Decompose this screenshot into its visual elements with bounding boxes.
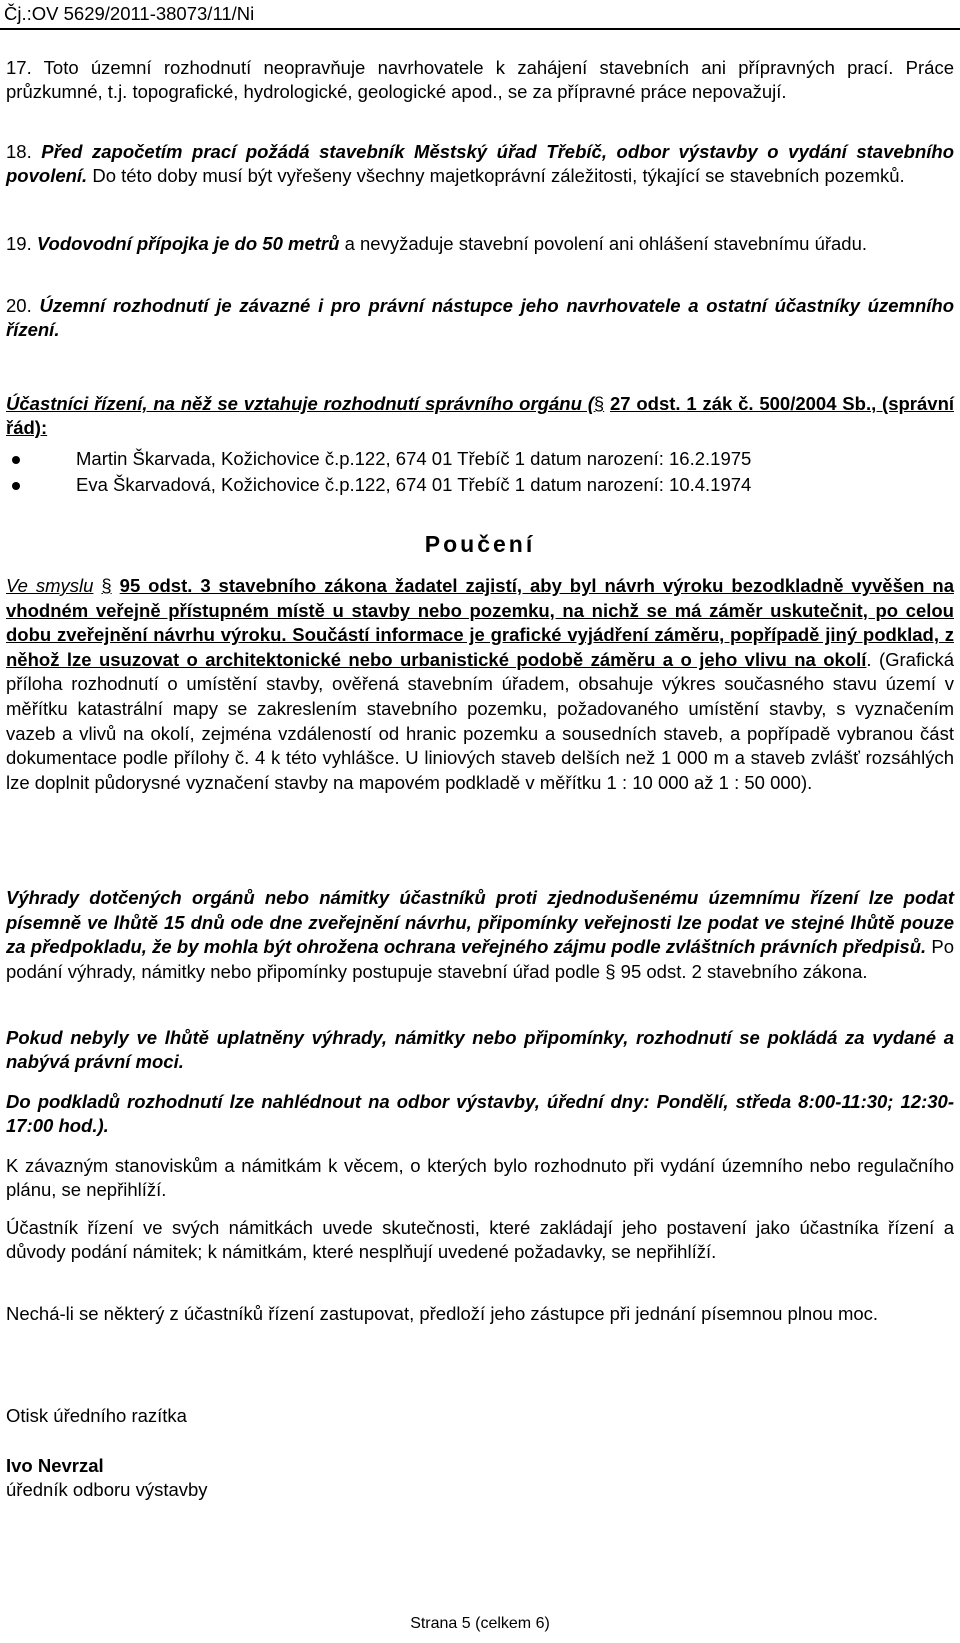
paragraph-text: . (Grafická příloha rozhodnutí o umístění stavby, ověřená stavebním úřadem, obsahuje výkres současného stavu území v měřítku katastrální mapy se zakreslením stavebního pozemku, požadovaného umístění stavby, s vyznačením vazeb a vlivů na okolí, zejména vzdáleností od hranic pozemku a sousedních staveb, a popřípadě vybranou část dokumentace podle přílohy č. 4 k této vyhlášce. U liniových staveb delších než 1 000 m a staveb zvlášť rozsáhlých lze doplnit půdorysné vyznačení stavby na mapovém podkladě v měřítku 1 : 10 000 až 1 : 50 000). [6,648,954,793]
paragraph-publication [6,574,954,795]
list-item [6,472,946,498]
header-divider [0,28,960,30]
stamp-label: Otisk úředního razítka [6,1405,187,1426]
item-number: 19. [6,233,32,254]
item-20 [6,294,954,342]
paragraph-representation: Nechá-li se některý z účastníků řízení zastupovat, předloží jeho zástupce při jednání písemnou plnou moc. [6,1303,879,1324]
paragraph-lead: Ve smyslu [6,575,94,596]
bullet-icon [12,482,20,490]
item-number: 17. [6,57,32,78]
paragraph-legal-force: Pokud nebyly ve lhůtě uplatněny výhrady, námitky nebo připomínky, rozhodnutí se pokládá za vydané a nabývá právní moci. [6,1027,954,1072]
page-number: Strana 5 (celkem 6) [410,1615,550,1632]
item-number: 18. [6,141,32,162]
paragraph-text: 95 odst. 2 stavebního zákona. [620,960,868,982]
item-19 [6,232,954,256]
paragraph-text: Po podání výhrady, námitky nebo připomínky postupuje stavební úřad podle [6,936,955,982]
list-item [6,446,946,472]
item-18 [6,140,954,188]
document-reference: Čj.:OV 5629/2011-38073/11/Ni [4,3,255,24]
bullet-icon [12,456,20,464]
item-bold-text: Před započetím prací požádá stavebník Městský úřad Třebíč, odbor výstavby o vydání stavebního povolení. [6,141,954,186]
item-bold-text: Územní rozhodnutí je závazné i pro právní nástupce jeho navrhovatele a ostatní účastníky územního řízení. [6,295,955,340]
paragraph-bold: Výhrady dotčených orgánů nebo námitky účastníků proti zjednodušenému územnímu řízení lze podat písemně ve lhůtě 15 dnů ode dne zveřejnění návrhu, připomínky veřejnosti lze podat ve stejné lhůtě pouze za předpokladu, že by mohla být ohrožena ochrana veřejného zájmu podle zvláštních právních předpisů. [6,887,954,958]
participant-text: Eva Škarvadová, Kožichovice č.p.122, 674 01 Třebíč 1 datum narození: 10.4.1974 [76,474,752,495]
participants-heading-part1: Účastníci řízení, na něž se vztahuje rozhodnutí správního orgánu ( [6,393,594,414]
section-sign: § [605,960,616,982]
paragraph-binding-opinions: K závazným stanoviskům a námitkám k věcem, o kterých bylo rozhodnuto při vydání územního nebo regulačního plánu, se nepřihlíží. [6,1155,954,1200]
participant-text: Martin Škarvada, Kožichovice č.p.122, 674 01 Třebíč 1 datum narození: 16.2.1975 [76,448,752,469]
paragraph-participant-objections: Účastník řízení ve svých námitkách uvede skutečnosti, které zakládají jeho postavení jako účastníka řízení a důvody podání námitek; k námitkám, které nesplňují uvedené požadavky, se nepřihlíží. [6,1217,954,1262]
paragraph-objections [6,886,954,984]
paragraph-bold: 95 odst. 3 stavebního zákona žadatel zajistí, aby byl návrh výroku bezodkladně vyvěšen na vhodném veřejně přístupném místě u stavby nebo pozemku, na nichž se má záměr uskutečnit, po celou dobu zveřejnění návrhu výroku. Součástí informace je grafické vyjádření záměru, popřípadě jiný podklad, z něhož lze usuzovat o architektonické nebo urbanistické podobě záměru a o jeho vlivu na okolí [6,575,954,670]
paragraph-office-hours: Do podkladů rozhodnutí lze nahlédnout na odbor výstavby, úřední dny: Pondělí, středa 8:00-11:30; 12:30-17:00 hod.). [6,1091,954,1136]
section-sign: § [593,393,605,414]
item-text: a nevyžaduje stavební povolení ani ohlášení stavebnímu úřadu. [344,233,868,254]
signatory-role: úředník odboru výstavby [6,1479,208,1500]
item-bold-text: Vodovodní přípojka je do 50 metrů [36,233,340,254]
section-title: Poučení [424,531,536,557]
item-text: Toto územní rozhodnutí neopravňuje navrhovatele k zahájení stavebních ani přípravných prací. Práce průzkumné, t.j. topografické, hydrologické, geologické apod., se za přípravné práce nepovažují. [6,57,954,102]
section-sign: § [101,575,112,596]
item-number: 20. [6,295,32,316]
item-17 [6,56,954,104]
participants-heading-part2: 27 odst. 1 zák č. 500/2004 Sb., (správní řád): [6,393,955,438]
item-text: Do této doby musí být vyřešeny všechny majetkoprávní záležitosti, týkající se stavebních pozemků. [92,165,905,186]
participants-heading [6,392,954,440]
signatory-name: Ivo Nevrzal [6,1455,104,1476]
participants-list [6,446,946,498]
